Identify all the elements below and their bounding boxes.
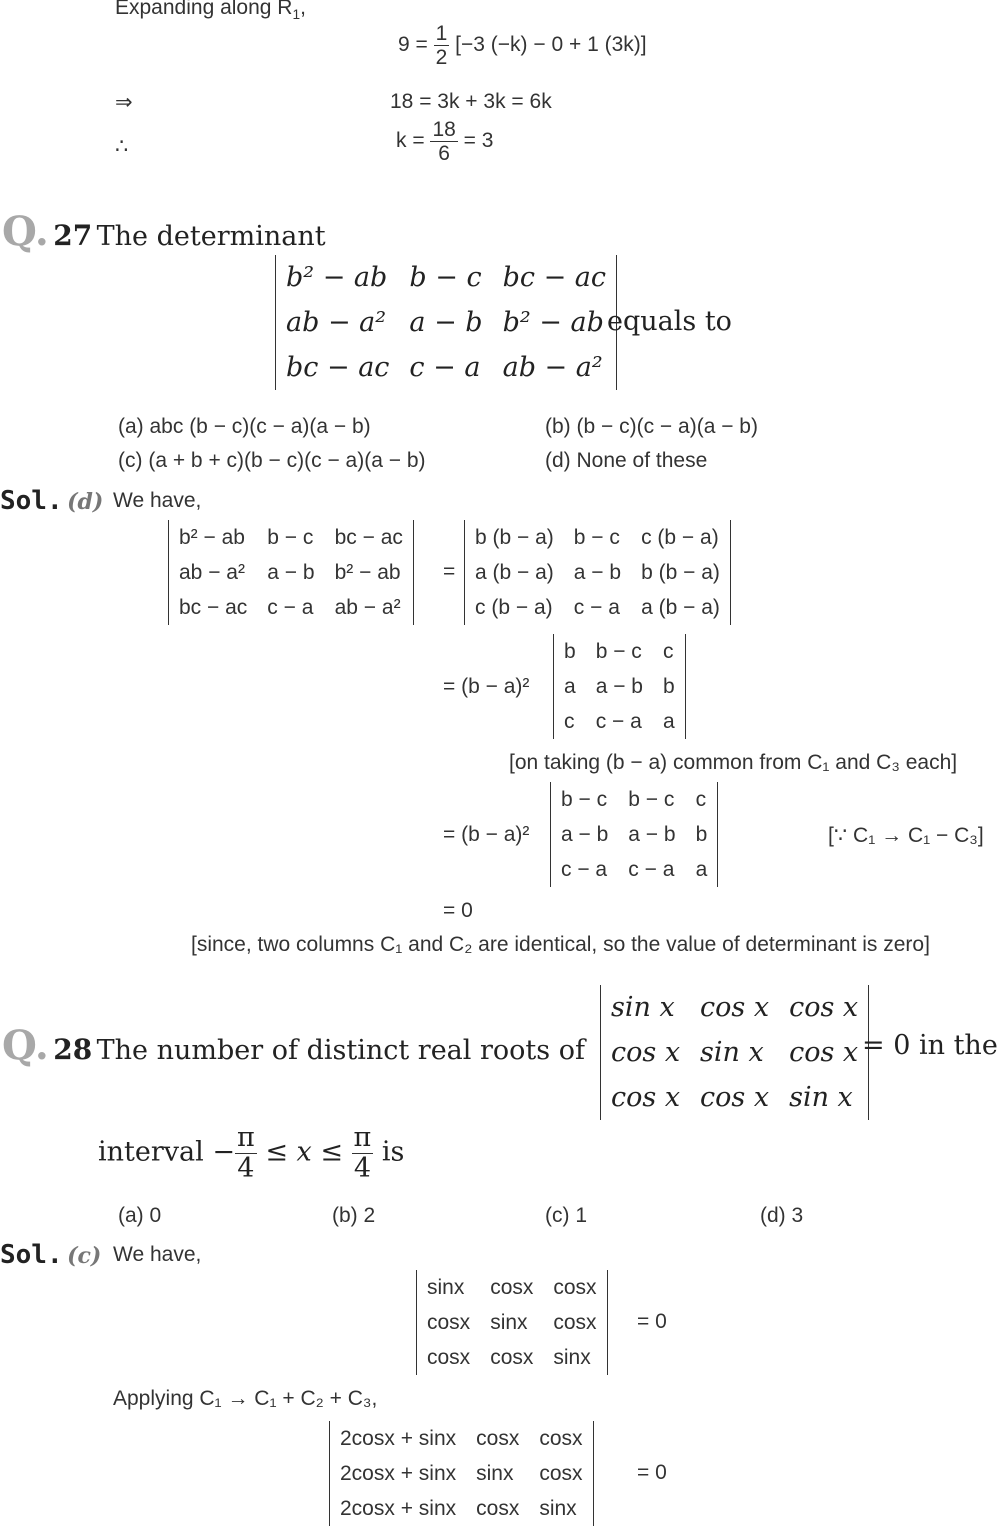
question-number: 28: [53, 1033, 93, 1066]
q27-factor-2: = (b − a)²: [443, 823, 530, 846]
question-mark-q: Q.: [2, 1022, 49, 1069]
q27-zero: = 0: [443, 899, 473, 922]
q27-option-b: (b) (b − c)(c − a)(a − b): [545, 415, 758, 438]
q27-det-2: b (b − a) b − c c (b − a) a (b − a) a − b b (b − a) c (b − a) c − a a (b − a): [464, 520, 731, 625]
q27-solution-label: Sol. (d): [0, 486, 104, 516]
q27-option-c: (c) (a + b + c)(b − c)(c − a)(a − b): [118, 449, 426, 472]
q27-factor-1: = (b − a)²: [443, 675, 530, 698]
q28-eq-tail: = 0 in the: [862, 1030, 998, 1061]
equals-to-text: equals to: [607, 306, 732, 337]
question-title: The determinant: [96, 221, 326, 252]
q27-det-3: b b − c c a a − b b c c − a a: [553, 634, 686, 739]
q28-option-a: (a) 0: [118, 1204, 162, 1227]
q28-determinant: sin x cos x cos x cos x sin x cos x cos x cos x sin x: [600, 985, 869, 1120]
question-28-header: [2, 1022, 585, 1069]
equals-sign: =: [443, 560, 456, 583]
expanding-text: Expanding along $R_1$,: [115, 0, 306, 23]
q27-determinant: b² − ab b − c bc − ac ab − a² a − b b² − ab bc − ac c − a ab − a²: [275, 255, 617, 390]
q27-note-3: [since, two columns C₁ and C₂ are identical, so the value of determinant is zero]: [191, 933, 930, 956]
q27-note-2: [∵ C₁ → C₁ − C₃]: [828, 824, 984, 847]
q27-det-4: b − c b − c c a − b a − b b c − a c − a a: [550, 782, 718, 887]
q28-option-b: (b) 2: [332, 1204, 376, 1227]
q28-option-d: (d) 3: [760, 1204, 804, 1227]
q27-we-have: We have,: [113, 489, 202, 512]
q28-we-have: We have,: [113, 1243, 202, 1266]
q28-interval: interval − $\frac{\pi}{4}$ ≤ x ≤ $\frac{\pi}{4}$ is: [98, 1122, 405, 1184]
question-mark-q: Q.: [2, 208, 49, 255]
q28-det-2: 2cosx + sinx cosx cosx 2cosx + sinx sinx cosx 2cosx + sinx cosx sinx: [329, 1421, 594, 1526]
equation-3: k = $\frac{18}{6}$ = 3: [396, 118, 494, 166]
implies-symbol: ⇒: [115, 91, 133, 114]
q28-applying: Applying C₁ → C₁ + C₂ + C₃,: [113, 1387, 378, 1410]
question-number: 27: [53, 219, 93, 252]
q28-eq0b: = 0: [637, 1461, 667, 1484]
question-27-header: [2, 208, 326, 255]
q27-note-1: [on taking (b − a) common from C₁ and C₃ each]: [509, 751, 958, 774]
q27-option-d: (d) None of these: [545, 449, 708, 472]
q28-det-1: sinx cosx cosx cosx sinx cosx cosx cosx sinx: [416, 1270, 608, 1375]
q28-eq0: = 0: [637, 1310, 667, 1333]
therefore-symbol: ∴: [115, 135, 129, 158]
equation-1: 9 = $\frac{1}{2}$ [−3 (−k) − 0 + 1 (3k)]: [398, 22, 647, 70]
equation-2: 18 = 3k + 3k = 6k: [390, 90, 552, 113]
q28-option-c: (c) 1: [545, 1204, 587, 1227]
q27-det-1: b² − ab b − c bc − ac ab − a² a − b b² − ab bc − ac c − a ab − a²: [168, 520, 414, 625]
q28-solution-label: Sol. (c): [0, 1240, 102, 1270]
q27-option-a: (a) abc (b − c)(c − a)(a − b): [118, 415, 371, 438]
question-text: The number of distinct real roots of: [96, 1035, 585, 1066]
